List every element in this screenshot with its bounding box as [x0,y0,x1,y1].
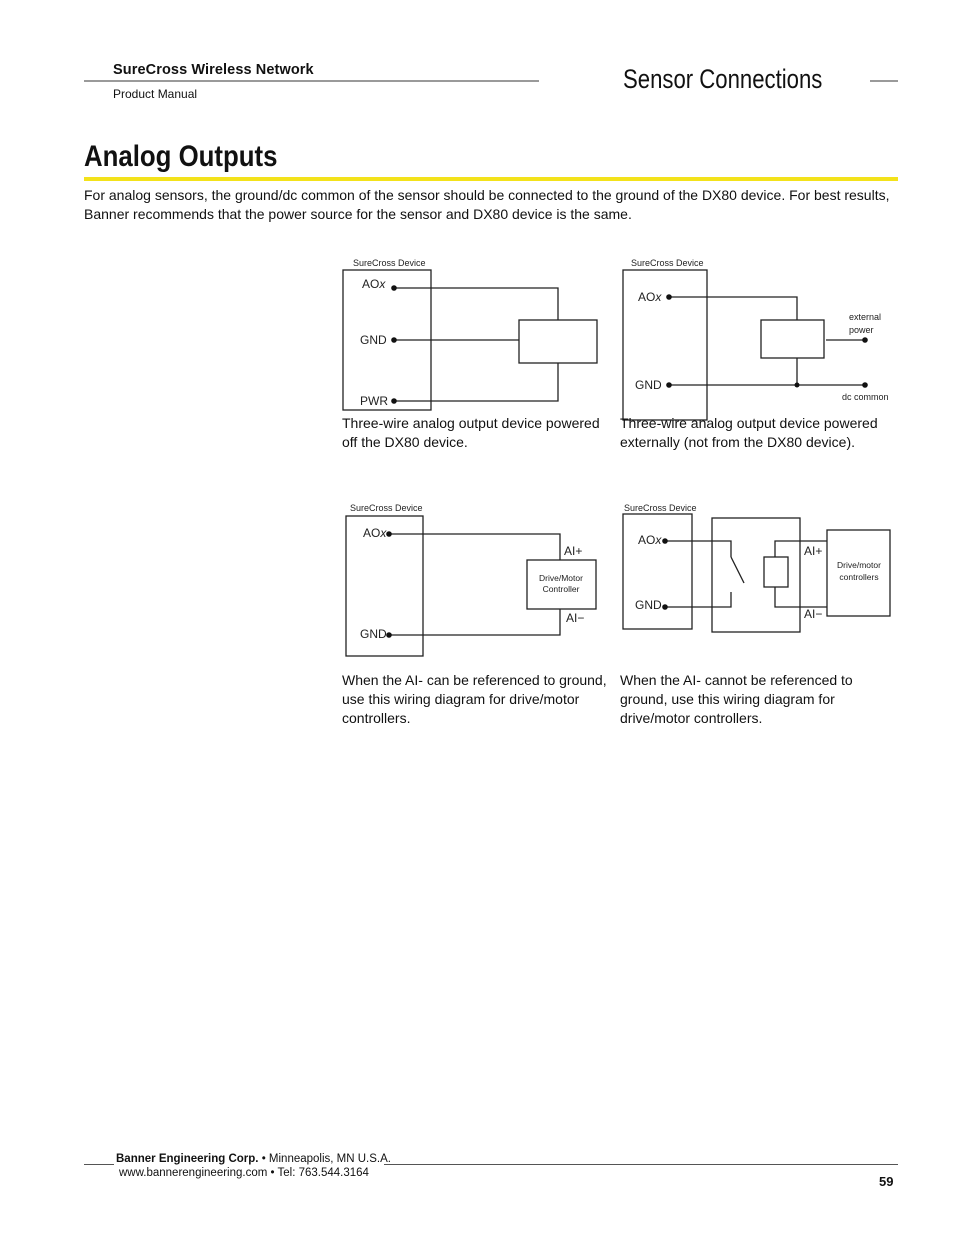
label-ai-plus: AI+ [804,544,823,558]
caption-diagram-1: Three-wire analog output device powered off the DX80 device. [342,415,600,450]
isolator-box [712,518,800,632]
wire-gnd [665,592,731,607]
terminal-external-power [862,337,868,343]
footer-company: Banner Engineering Corp. [116,1153,259,1165]
terminal-gnd [662,604,668,610]
wire-aox-to-ai-plus [389,534,560,560]
label-aox: AOx [363,526,387,540]
diagram-three-wire-external-power [610,250,900,420]
intro-paragraph: For analog sensors, the ground/dc common of the sensor should be connected to the ground of the DX80 device. For best results, Banner recommends that the power source for the sensor and DX80 device is the same. [84,187,890,222]
header-rule-right [870,80,898,82]
title-underline [84,177,898,181]
controller-label-line2: Controller [542,584,580,594]
footer-company-line [116,1153,391,1165]
label-ai-minus: AI− [804,607,823,621]
diagram-three-wire-powered-by-dx80 [330,250,620,420]
label-gnd: GND [360,333,387,347]
label-power: power [849,325,874,335]
label-gnd: GND [635,598,662,612]
terminal-aox [666,294,672,300]
diagram-ai-referenced-to-ground [335,500,625,665]
sensor-device-box [519,320,597,363]
terminal-gnd [386,632,392,638]
label-aox: AOx [638,290,662,304]
wire-aox [669,297,797,320]
page-number: 59 [879,1174,894,1189]
label-aox: AOx [362,277,386,291]
label-ai-plus: AI+ [564,544,583,558]
header-doc-type: Product Manual [113,87,198,101]
footer-contact: www.bannerengineering.com • Tel: 763.544.3164 [119,1167,369,1179]
label-aox: AOx [638,533,662,547]
controller-label-line1: Drive/motor [837,560,881,570]
header-rule-left [84,80,539,82]
wire-pwr [394,363,558,401]
surecross-device-box [623,270,707,420]
label-external: external [849,312,882,322]
wire-aox [665,541,731,557]
terminal-dc-common [862,382,868,388]
label-pwr: PWR [360,394,388,408]
wire-gnd-to-ai-minus [389,609,560,635]
device-label: SureCross Device [353,258,426,268]
caption-diagram-4: When the AI- cannot be referenced to ground, use this wiring diagram for drive/motor controllers. [620,672,853,726]
terminal-gnd [391,337,397,343]
wire-ai-minus [775,587,827,607]
device-label: SureCross Device [624,503,697,513]
label-gnd: GND [360,627,387,641]
label-dc-common: dc common [842,392,889,402]
caption-diagram-3: When the AI- can be referenced to ground, use this wiring diagram for drive/motor controllers. [342,672,607,726]
label-ai-minus: AI− [566,611,585,625]
label-gnd: GND [635,378,662,392]
header-product-title: SureCross Wireless Network [113,62,314,78]
device-label: SureCross Device [631,258,704,268]
diagram-ai-not-referenced-to-ground [610,500,900,640]
terminal-aox [662,538,668,544]
wire-aox [394,288,558,320]
section-title: Sensor Connections [623,64,823,94]
sensor-device-box [761,320,824,358]
terminal-aox [386,531,392,537]
terminal-aox [391,285,397,291]
controller-label-line2: controllers [839,572,879,582]
terminal-gnd [666,382,672,388]
terminal-pwr [391,398,397,404]
controller-label-line1: Drive/Motor [539,573,583,583]
relay-coil [764,557,788,587]
junction-dot [795,383,800,388]
page-title: Analog Outputs [84,140,278,173]
caption-diagram-2: Three-wire analog output device powered externally (not from the DX80 device). [620,415,878,450]
footer-location: • Minneapolis, MN U.S.A. [258,1153,391,1165]
device-label: SureCross Device [350,503,423,513]
relay-switch-contact [731,557,744,583]
